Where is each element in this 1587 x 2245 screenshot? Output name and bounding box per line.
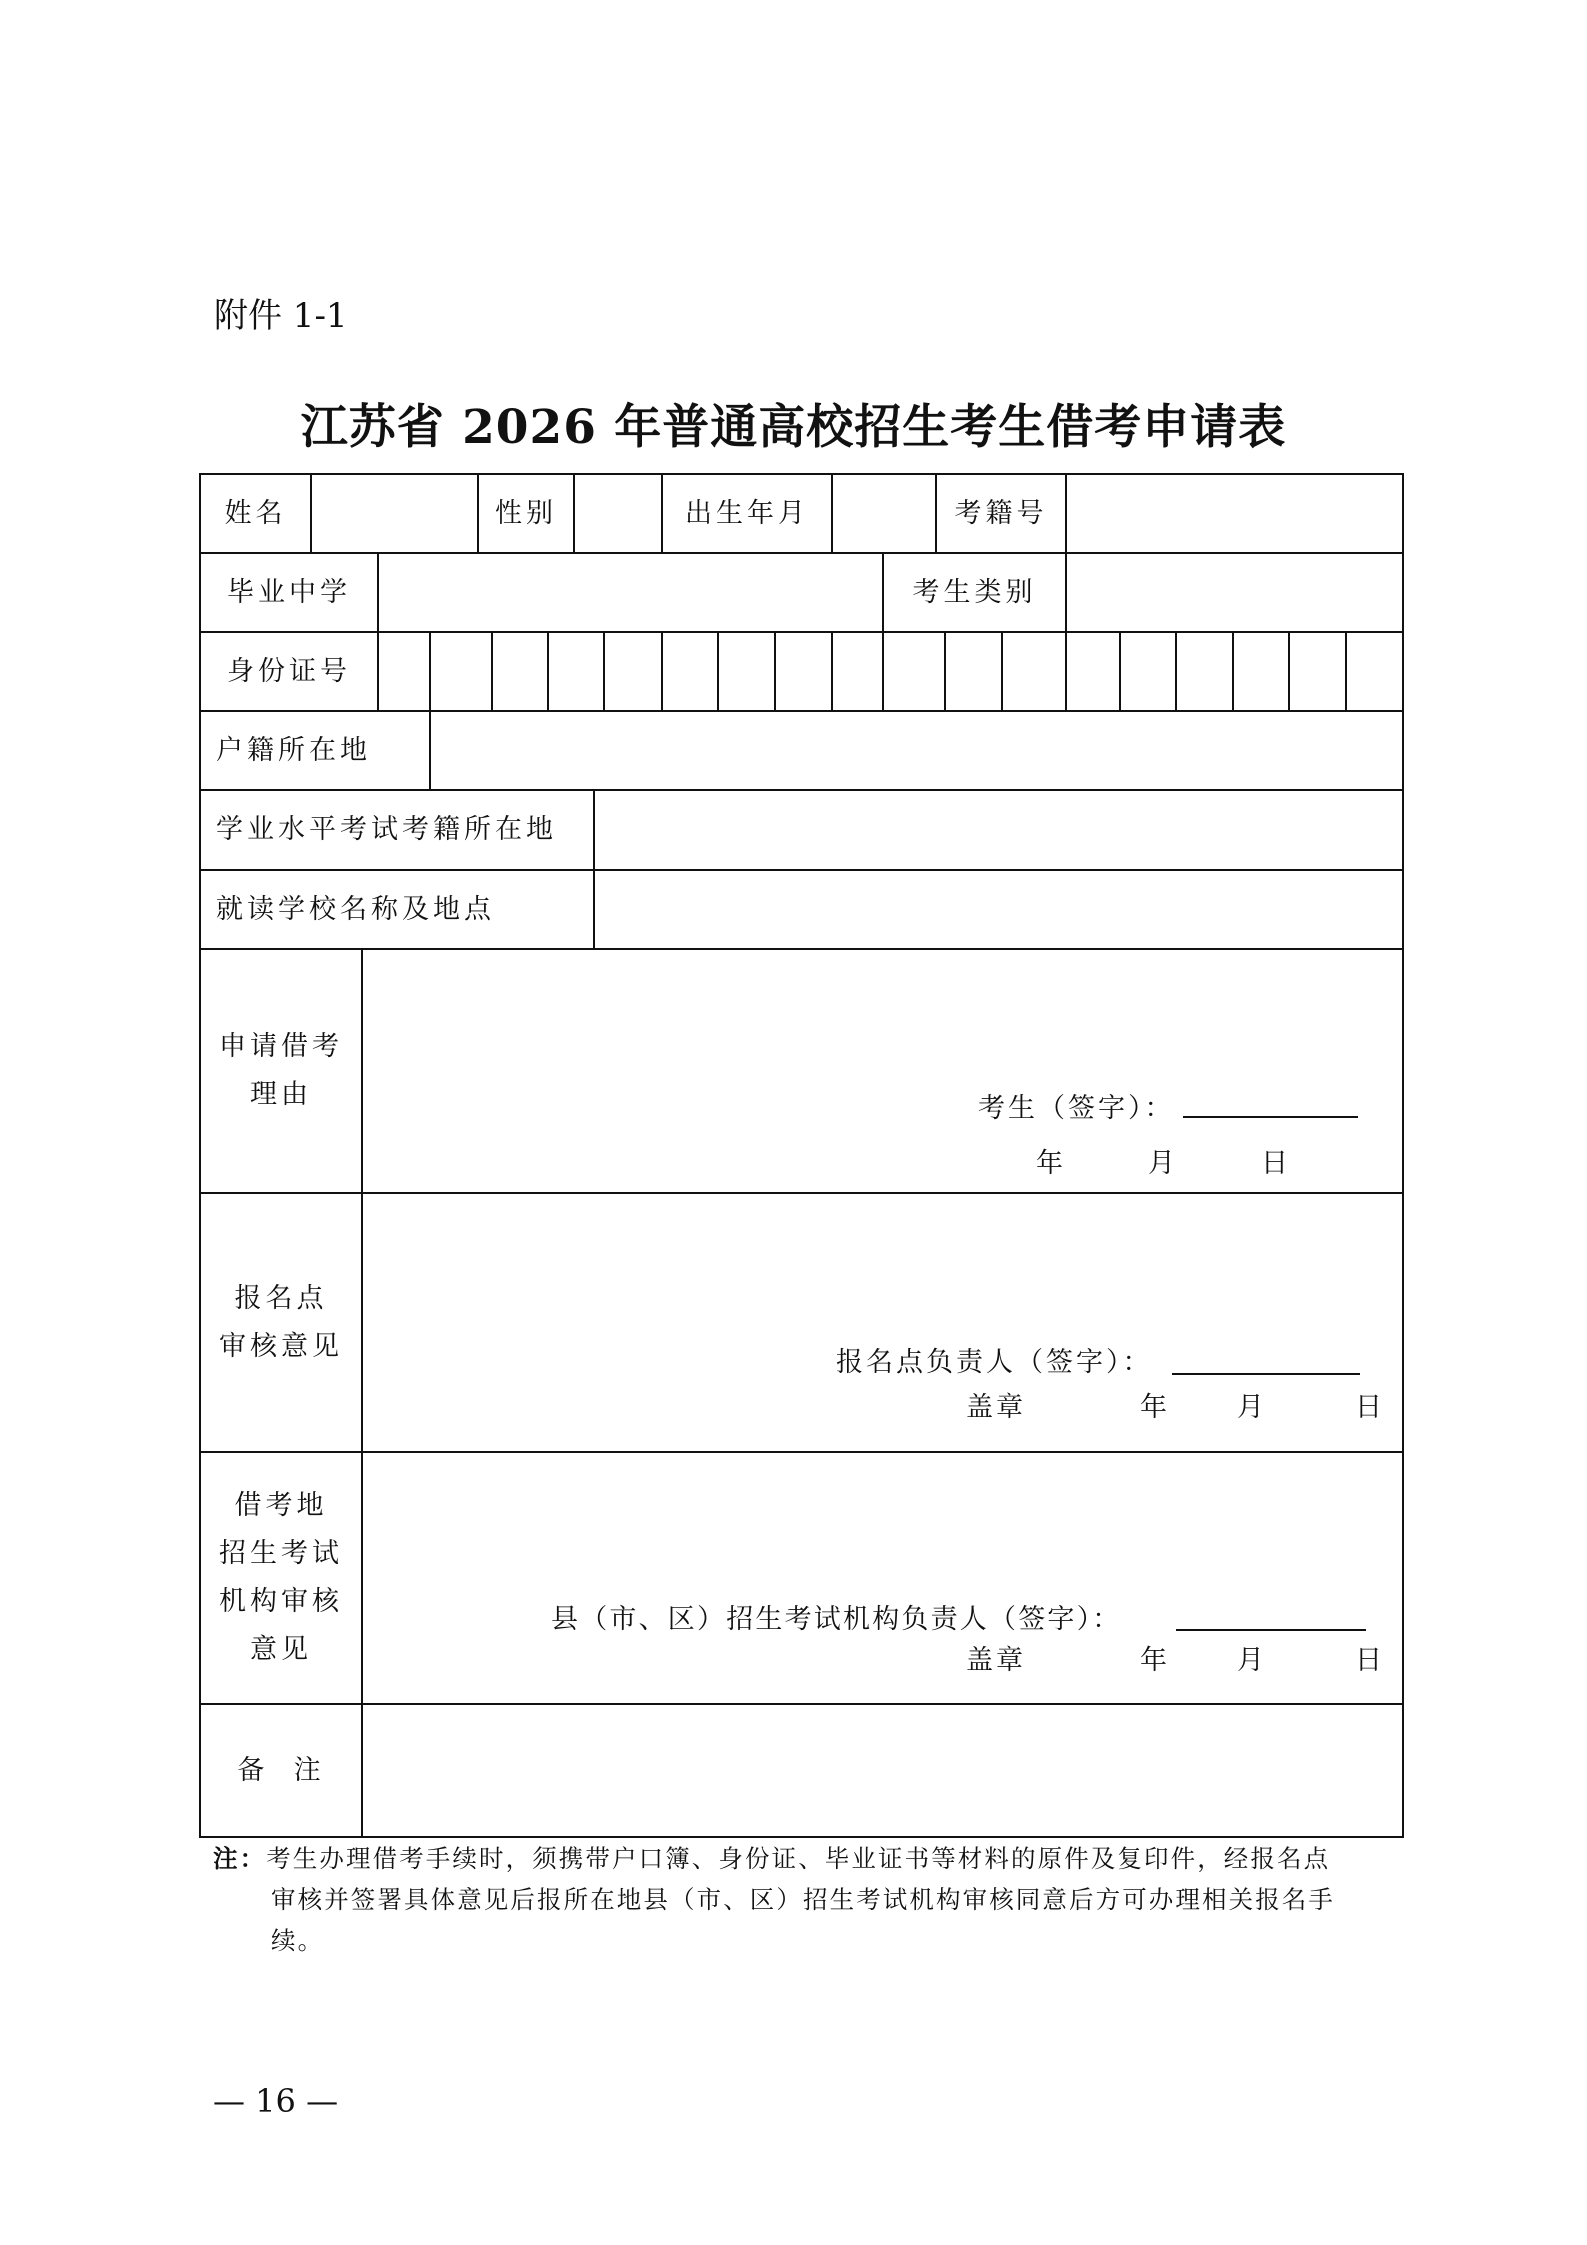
host-month: 月 (1237, 1645, 1267, 1676)
id-digit-cell[interactable] (604, 632, 662, 711)
id-digit-cell[interactable] (430, 632, 492, 711)
id-digit-cell[interactable] (1233, 632, 1289, 711)
host-review-label-line1: 借考地 (234, 1490, 328, 1521)
id-digit-cell[interactable] (883, 632, 945, 711)
host-signature-label: 县（市、区）招生考试机构负责人（签字）： (551, 1604, 1122, 1635)
reason-month: 月 (1148, 1148, 1178, 1179)
id-digit-cell[interactable] (548, 632, 604, 711)
id-digit-cell[interactable] (775, 632, 832, 711)
household-label: 户籍所在地 (216, 734, 371, 766)
registration-review-label-line1: 报名点 (234, 1282, 328, 1314)
host-review-label-line4: 意见 (250, 1634, 312, 1665)
form-title: 江苏省 2026 年普通高校招生考生借考申请表 (300, 400, 1287, 455)
id-digit-cell[interactable] (662, 632, 718, 711)
gender-label: 性别 (495, 497, 557, 529)
birth-label: 出生年月 (685, 497, 809, 529)
id-digit-cell[interactable] (1346, 632, 1403, 711)
school-field[interactable] (378, 553, 883, 632)
remarks-field[interactable] (362, 1704, 1403, 1837)
registration-day: 日 (1355, 1392, 1385, 1423)
student-signature-label: 考生（签字）： (978, 1093, 1175, 1124)
registration-seal: 盖章 (966, 1392, 1026, 1423)
proficiency-field[interactable] (594, 790, 1403, 870)
birth-field[interactable] (832, 474, 936, 553)
reason-label-line2: 理由 (250, 1079, 312, 1110)
id-digit-cell[interactable] (492, 632, 548, 711)
registration-review-label-line2: 审核意见 (219, 1330, 343, 1362)
reason-day: 日 (1261, 1148, 1291, 1179)
host-review-label-line3: 机构审核 (219, 1586, 343, 1617)
host-year: 年 (1140, 1645, 1170, 1676)
id-digit-cell[interactable] (1066, 632, 1120, 711)
note (213, 1838, 1408, 1961)
reason-year: 年 (1036, 1148, 1066, 1179)
category-label: 考生类别 (912, 576, 1037, 608)
id-digit-cell[interactable] (1176, 632, 1233, 711)
id-digit-cell[interactable] (832, 632, 883, 711)
name-label: 姓名 (224, 497, 287, 529)
note-line1: 考生办理借考手续时，须携带户口簿、身份证、毕业证书等材料的原件及复印件，经报名点 (266, 1844, 1331, 1873)
id-label: 身份证号 (227, 655, 351, 687)
reason-field[interactable] (362, 949, 1403, 1193)
current-school-label: 就读学校名称及地点 (216, 893, 495, 925)
page-number: — 16 — (213, 2082, 339, 2120)
exam-reg-field[interactable] (1066, 474, 1403, 553)
student-signature-line[interactable] (1183, 1116, 1358, 1118)
remarks-label: 备 注 (237, 1754, 325, 1786)
note-line3: 续。 (271, 1926, 325, 1955)
name-field[interactable] (311, 474, 478, 553)
id-digit-cell[interactable] (1289, 632, 1346, 711)
registration-year: 年 (1140, 1392, 1170, 1423)
host-review-label-line2: 招生考试 (219, 1538, 343, 1569)
id-digit-cell[interactable] (378, 632, 430, 711)
registration-signature-line[interactable] (1172, 1373, 1360, 1375)
gender-field[interactable] (574, 474, 662, 553)
registration-month: 月 (1237, 1392, 1267, 1423)
host-day: 日 (1355, 1645, 1385, 1676)
id-digit-cell[interactable] (718, 632, 775, 711)
attachment-label: 附件 1-1 (214, 296, 348, 336)
school-label: 毕业中学 (227, 576, 351, 608)
household-field[interactable] (430, 711, 1403, 790)
category-field[interactable] (1066, 553, 1403, 632)
host-seal: 盖章 (966, 1645, 1026, 1676)
current-school-field[interactable] (594, 870, 1403, 949)
id-digit-cell[interactable] (1002, 632, 1066, 711)
host-review-label (200, 1452, 362, 1704)
proficiency-label: 学业水平考试考籍所在地 (216, 814, 557, 845)
host-signature-line[interactable] (1176, 1629, 1366, 1631)
id-digit-cell[interactable] (1120, 632, 1176, 711)
registration-review-label (200, 1193, 362, 1452)
note-prefix: 注： (213, 1844, 267, 1873)
id-digit-cell[interactable] (945, 632, 1002, 711)
note-line2: 审核并签署具体意见后报所在地县（市、区）招生考试机构审核同意后方可办理相关报名手 (271, 1885, 1335, 1914)
exam-reg-label: 考籍号 (954, 497, 1048, 529)
reason-label-line1: 申请借考 (219, 1031, 343, 1062)
reason-label (200, 949, 362, 1193)
registration-signature-label: 报名点负责人（签字）： (836, 1347, 1153, 1378)
